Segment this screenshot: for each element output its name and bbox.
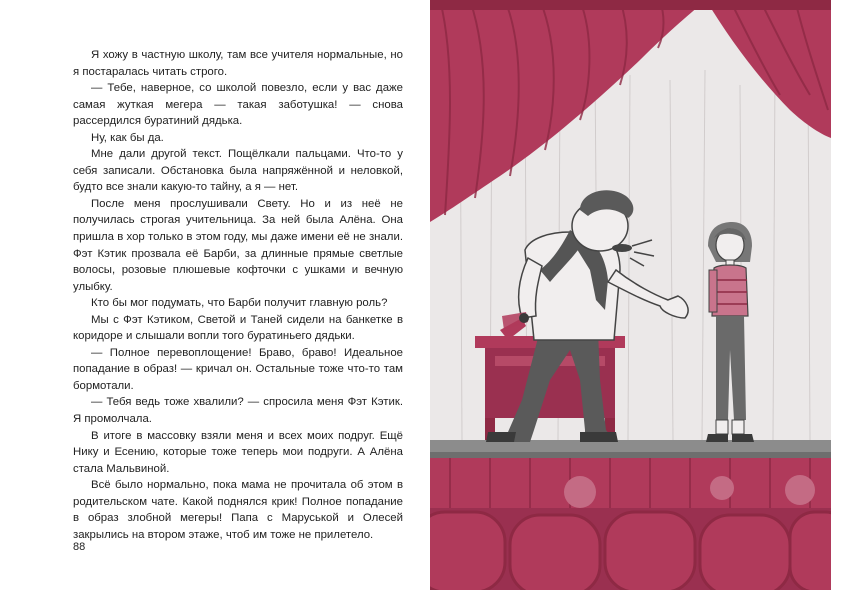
seat: [700, 515, 790, 590]
audience-head: [710, 476, 734, 500]
seat: [605, 512, 695, 590]
paragraph: Ну, как бы да.: [91, 131, 164, 144]
paragraph: — Тебе, наверное, со школой повезло, если у вас даже самая жуткая мегера — такая заботушка! — снова рассердился буратиний дядька.: [73, 82, 403, 128]
paragraph: Я хожу в частную школу, там все учителя нормальные, но я постаралась читать строго.: [73, 49, 403, 78]
body-text: [73, 47, 403, 543]
seat: [510, 515, 600, 590]
text-page: [0, 0, 430, 590]
audience-head: [785, 475, 815, 505]
paragraph: В итоге в массовку взяли меня и всех моих подруг. Ещё Нику и Есению, которые тоже теперь мои подруги. А Алёна стала Мальвиной.: [73, 429, 403, 475]
theater-stage-illustration: [430, 0, 831, 590]
paragraph: После меня прослушивали Свету. Но и из неё не получилась строгая учительница. За ней была Алёна. Она пришла в хор только в этом году, мы даже имени её не знали. Фэт Кэтик прозвала её Барби, за длинные прямые светлые волосы, розовые плюшевые кофточки с ушками и вечную улыбку.: [73, 197, 403, 293]
seat: [430, 512, 505, 590]
paragraph: — Тебя ведь тоже хвалили? — спросила меня Фэт Кэтик. Я промолчала.: [73, 396, 403, 426]
paragraph: Мы с Фэт Кэтиком, Светой и Таней сидели на банкетке в коридоре и слышали вопли того буратиньего дядьки.: [73, 313, 403, 343]
paragraph: Мне дали другой текст. Пощёлкали пальцами. Что-то у себя записали. Обстановка была напряжённой и неловкой, будто все знали какую-то тайну, а я — нет.: [73, 148, 403, 194]
paragraph: — Полное перевоплощение! Браво, браво! Идеальное попадание в образ! — кричал он. Остальные тоже что-то там бормотали.: [73, 346, 403, 392]
paragraph: Кто бы мог подумать, что Барби получит главную роль?: [91, 297, 388, 310]
audience-head: [564, 476, 596, 508]
paragraph: Всё было нормально, пока мама не прочитала об этом в родительском чате. Какой поднялся крик! Полное попадание в образ злобной мегеры! Папа с Маруськой и Олесей закрылись на втором этаже, чтоб им тоже не прилетело.: [73, 479, 403, 541]
seat: [790, 512, 831, 590]
page-number: 88: [73, 541, 86, 553]
